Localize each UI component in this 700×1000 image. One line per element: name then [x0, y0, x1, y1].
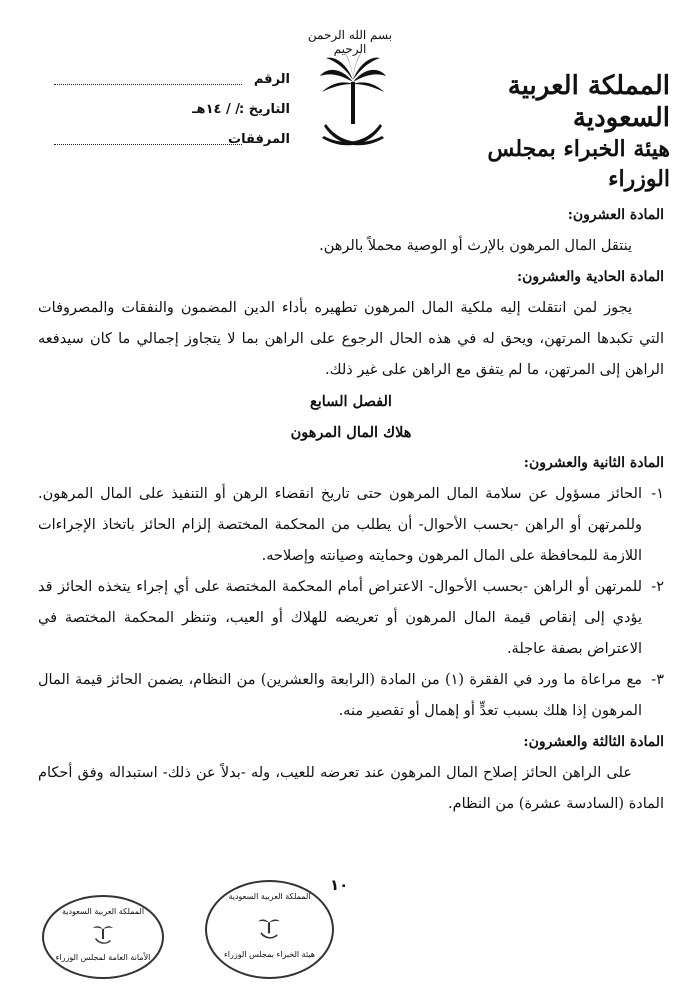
article-22-item-2: [38, 572, 664, 665]
item-number: ١-: [651, 486, 664, 502]
item-text: مع مراعاة ما ورد في الفقرة (١) من المادة (الرابعة والعشرين) من النظام، يضمن الحائز قيمة المال المرهون إذا هلك بسبب تعدٍّ أو إهمال أو تقصير منه.: [38, 672, 642, 719]
chapter-title: هلاك المال المرهون: [290, 424, 412, 441]
attachments-line: [54, 144, 242, 145]
issuing-authority: [440, 70, 670, 194]
date-value: / / ١٤هـ: [192, 102, 240, 117]
chapter-heading: الفصل السابع: [310, 393, 392, 410]
date-label: التاريخ :: [239, 102, 290, 117]
article-21-text: يجوز لمن انتقلت إليه ملكية المال المرهون تطهيره بأداء الدين المضمون والنفقات والمصروفات التي تكبدها المرتهن، ويحق له في هذه الحال الرجوع على الراهن بما لا يتجاوز إجمالي ما كان سيدفعه الراهن إلى المرتهن، ما لم يتفق مع الراهن على غير ذلك.: [38, 300, 664, 378]
official-stamp: [205, 880, 334, 979]
item-number: ٢-: [651, 579, 664, 595]
stamp-emblem-icon: [93, 923, 113, 947]
ref-line: [54, 84, 242, 85]
article-20-text: ينتقل المال المرهون بالإرث أو الوصية محملاً بالرهن.: [319, 238, 632, 254]
article-23-text: على الراهن الحائز إصلاح المال المرهون عند تعرضه للعيب، وله -بدلاً عن ذلك- استبداله وفق أحكام المادة (السادسة عشرة) من النظام.: [38, 765, 664, 812]
official-stamp: [42, 895, 164, 979]
page-number: ١٠: [330, 876, 349, 894]
item-number: ٣-: [651, 672, 664, 688]
stamp-bottom-text: هيئة الخبراء بمجلس الوزراء: [224, 950, 315, 959]
reference-block: [40, 68, 290, 158]
stamp-emblem-icon: [258, 916, 280, 942]
saudi-emblem-icon: [318, 52, 388, 162]
ref-label: الرقم: [253, 72, 290, 87]
item-text: الحائز مسؤول عن سلامة المال المرهون حتى تاريخ انقضاء الرهن أو التنفيذ على المال المرهون. وللمرتهن أو الراهن -بحسب الأحوال- أن يطلب من المحكمة المختصة إلزام الحائز باتخاذ الإجراءات اللازمة للمحافظة على المال المرهون وحمايته وصيانته وإصلاحه.: [38, 486, 642, 564]
article-21-title: المادة الحادية والعشرون:: [516, 269, 664, 285]
article-22-title: المادة الثانية والعشرون:: [523, 455, 664, 471]
article-22-item-1: [38, 479, 664, 572]
stamp-top-text: المملكة العربية السعودية: [61, 907, 145, 916]
article-23-title: المادة الثالثة والعشرون:: [523, 734, 664, 750]
article-22-item-3: [38, 665, 664, 727]
basmala: بسم الله الرحمن الرحيم: [307, 28, 393, 56]
stamp-top-text: المملكة العربية السعودية: [228, 892, 311, 901]
attachments-label: المرفقات: [228, 132, 290, 147]
document-body: [38, 200, 664, 820]
item-text: للمرتهن أو الراهن -بحسب الأحوال- الاعتراض أمام المحكمة المختصة على أي إجراء يتخذه الحائز قد يؤدي إلى إنقاص قيمة المال المرهون أو تعريضه للهلاك أو العيب، وتنظر المحكمة المختصة في الاعتراض بصفة عاجلة.: [38, 579, 642, 657]
article-20-title: المادة العشرون:: [567, 207, 664, 223]
kingdom-name: المملكة العربية السعودية: [507, 71, 670, 133]
stamp-bottom-text: الأمانة العامة لمجلس الوزراء: [55, 953, 151, 962]
authority-name: هيئة الخبراء بمجلس الوزراء: [487, 136, 670, 192]
